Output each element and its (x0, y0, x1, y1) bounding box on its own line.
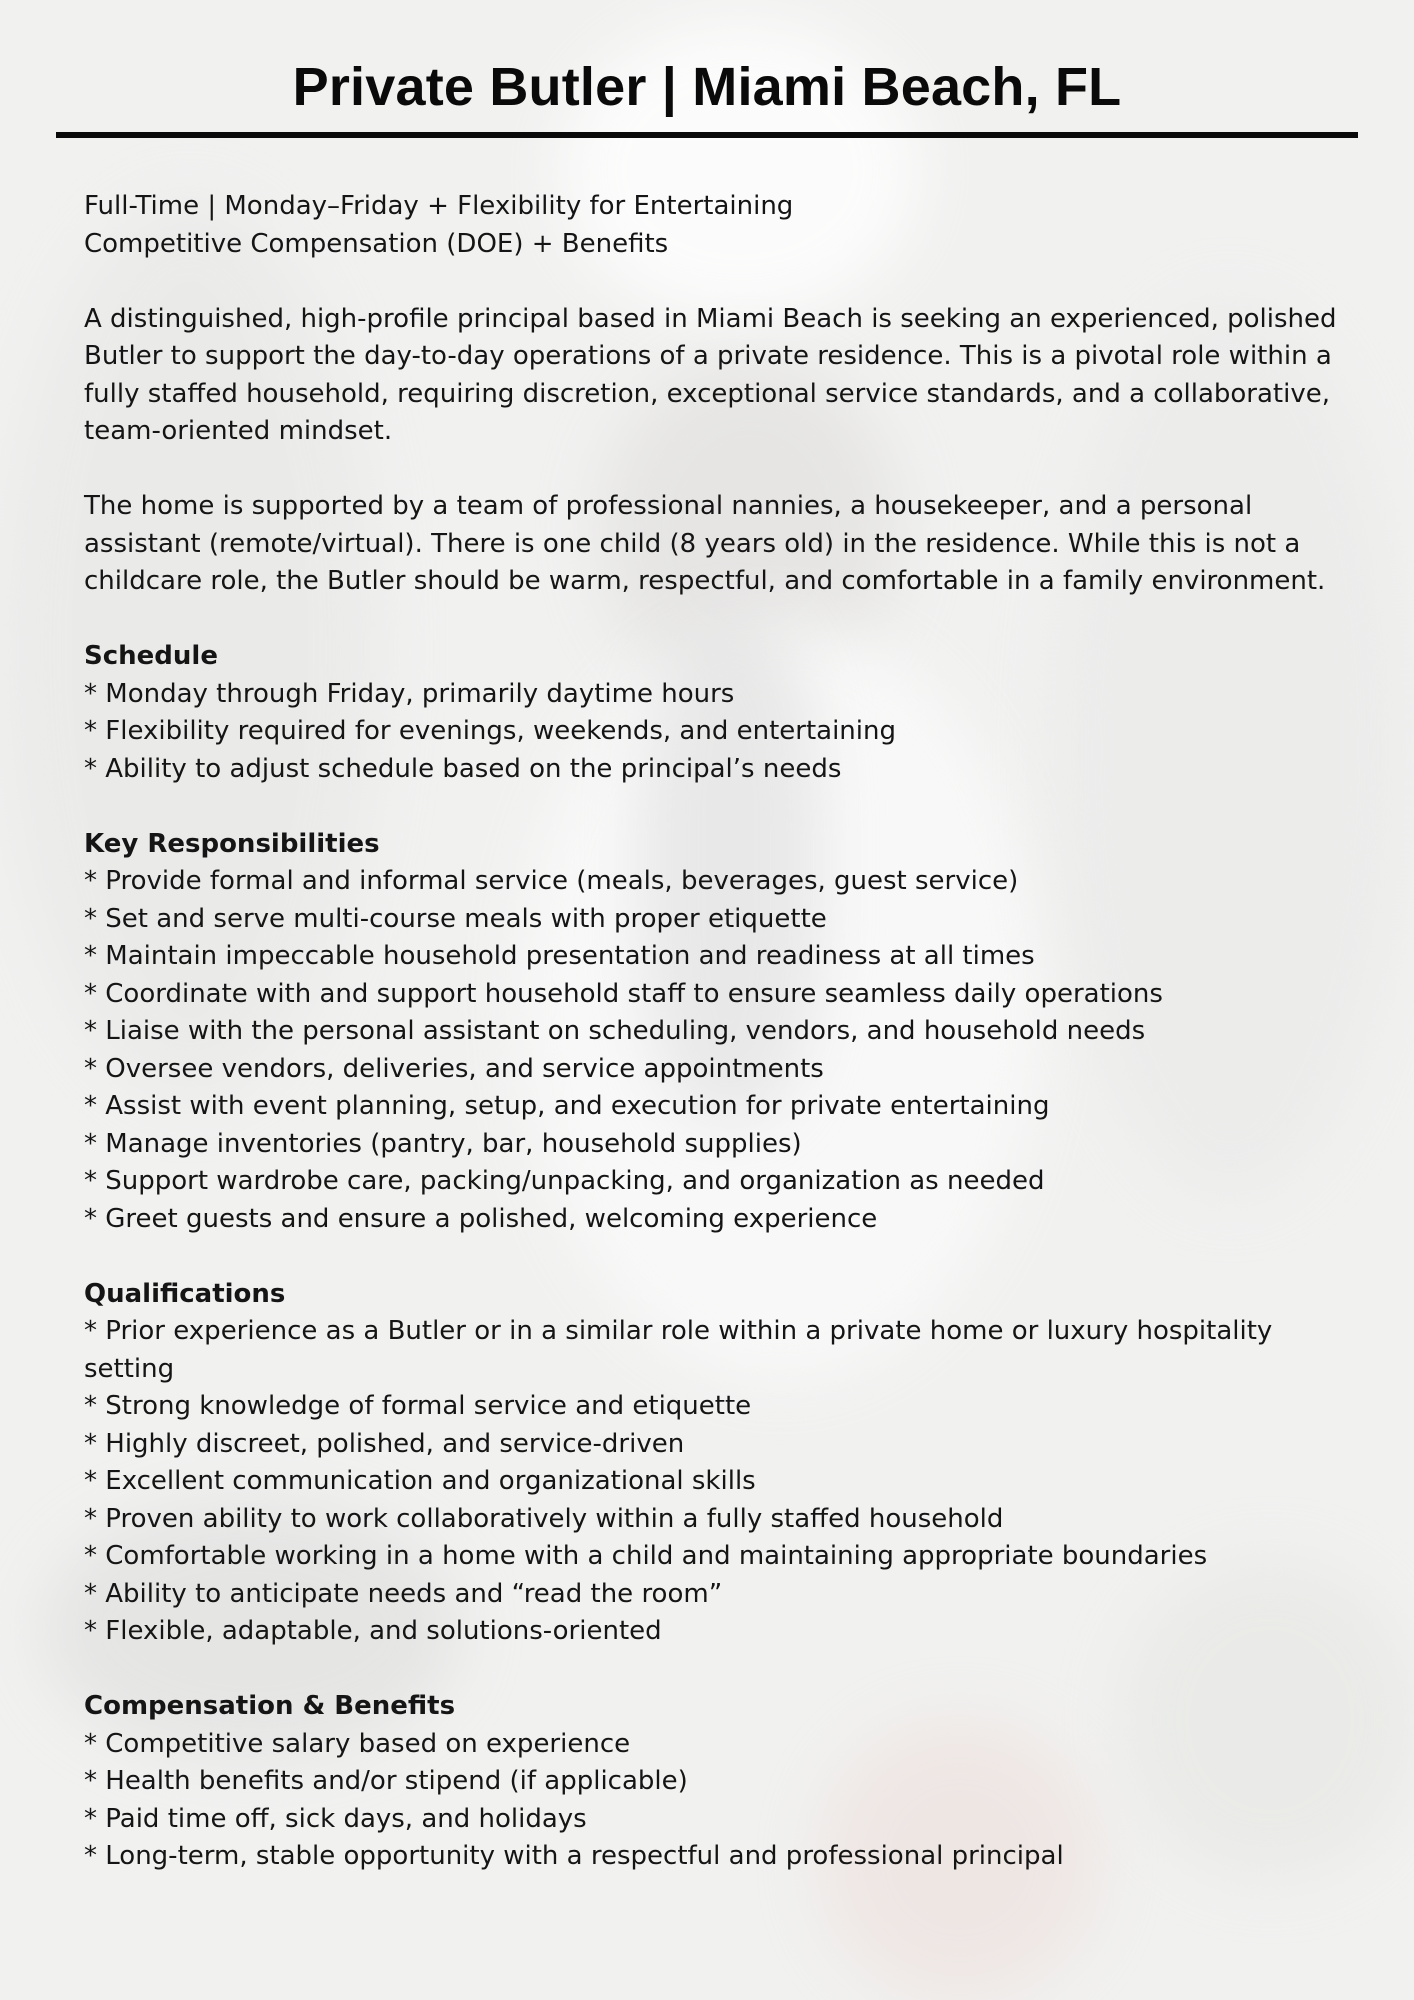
bullet-list (84, 1726, 1344, 1876)
list-item: * Assist with event planning, setup, and execution for private entertaining (84, 1091, 1050, 1121)
page-title: Private Butler | Miami Beach, FL (292, 57, 1122, 117)
list-item: * Coordinate with and support household staff to ensure seamless daily operations (84, 978, 1163, 1009)
list-item: * Maintain impeccable household presentation and readiness at all times (84, 941, 1035, 971)
section-key-responsibilities (84, 826, 1344, 1239)
list-item: * Manage inventories (pantry, bar, household supplies) (84, 1128, 802, 1159)
bullet-list (84, 863, 1344, 1238)
list-item: * Provide formal and informal service (meals, beverages, guest service) (84, 866, 1019, 896)
bullet-list (84, 1313, 1344, 1651)
list-item: * Paid time off, sick days, and holidays (84, 1803, 587, 1834)
list-item: * Long-term, stable opportunity with a respectful and professional principal (84, 1841, 1064, 1871)
list-item: * Flexibility required for evenings, weekends, and entertaining (84, 716, 896, 746)
bullet-list (84, 676, 1344, 789)
employment-type: Full-Time | Monday–Friday + Flexibility for Entertaining (84, 191, 794, 221)
list-item: * Comfortable working in a home with a child and maintaining appropriate boundaries (84, 1541, 1208, 1571)
title-divider (56, 132, 1358, 138)
list-item: * Monday through Friday, primarily daytime hours (84, 678, 735, 709)
compensation-summary: Competitive Compensation (DOE) + Benefits (84, 228, 669, 259)
job-posting-body (84, 188, 1344, 1876)
list-item: * Proven ability to work collaboratively within a fully staffed household (84, 1503, 1004, 1534)
role-overview-paragraph: A distinguished, high-profile principal based in Miami Beach is seeking an experienced, polished Butler to support the day-to-day operations of a private residence. This is a pivotal role within a fully staffed household, requiring discretion, exceptional service standards, and a collaborative, team-oriented mindset. (84, 303, 1337, 446)
sections-container (84, 601, 1344, 1876)
section-heading: Schedule (84, 641, 218, 671)
list-item: * Oversee vendors, deliveries, and service appointments (84, 1053, 824, 1084)
list-item: * Strong knowledge of formal service and etiquette (84, 1391, 752, 1421)
list-item: * Set and serve multi-course meals with proper etiquette (84, 903, 827, 934)
list-item: * Support wardrobe care, packing/unpacking, and organization as needed (84, 1166, 1045, 1196)
section-heading: Compensation & Benefits (84, 1691, 456, 1721)
list-item: * Competitive salary based on experience (84, 1728, 631, 1759)
list-item: * Ability to anticipate needs and “read the room” (84, 1578, 723, 1609)
list-item: * Flexible, adaptable, and solutions-oriented (84, 1616, 662, 1646)
list-item: * Prior experience as a Butler or in a similar role within a private home or luxury hospitality setting (84, 1316, 1273, 1384)
list-item: * Highly discreet, polished, and service-driven (84, 1428, 685, 1459)
list-item: * Excellent communication and organizational skills (84, 1466, 756, 1496)
list-item: * Greet guests and ensure a polished, welcoming experience (84, 1203, 878, 1234)
section-compensation-benefits (84, 1688, 1344, 1876)
section-heading: Key Responsibilities (84, 828, 380, 859)
section-schedule (84, 638, 1344, 788)
section-qualifications (84, 1276, 1344, 1651)
section-heading: Qualifications (84, 1278, 286, 1309)
list-item: * Ability to adjust schedule based on the principal’s needs (84, 753, 842, 784)
list-item: * Liaise with the personal assistant on scheduling, vendors, and household needs (84, 1016, 1146, 1046)
list-item: * Health benefits and/or stipend (if applicable) (84, 1766, 688, 1796)
household-paragraph: The home is supported by a team of professional nannies, a housekeeper, and a personal assistant (remote/virtual). There is one child (8 years old) in the residence. While this is not a childcare role, the Butler should be warm, respectful, and comfortable in a family environment. (84, 491, 1326, 596)
